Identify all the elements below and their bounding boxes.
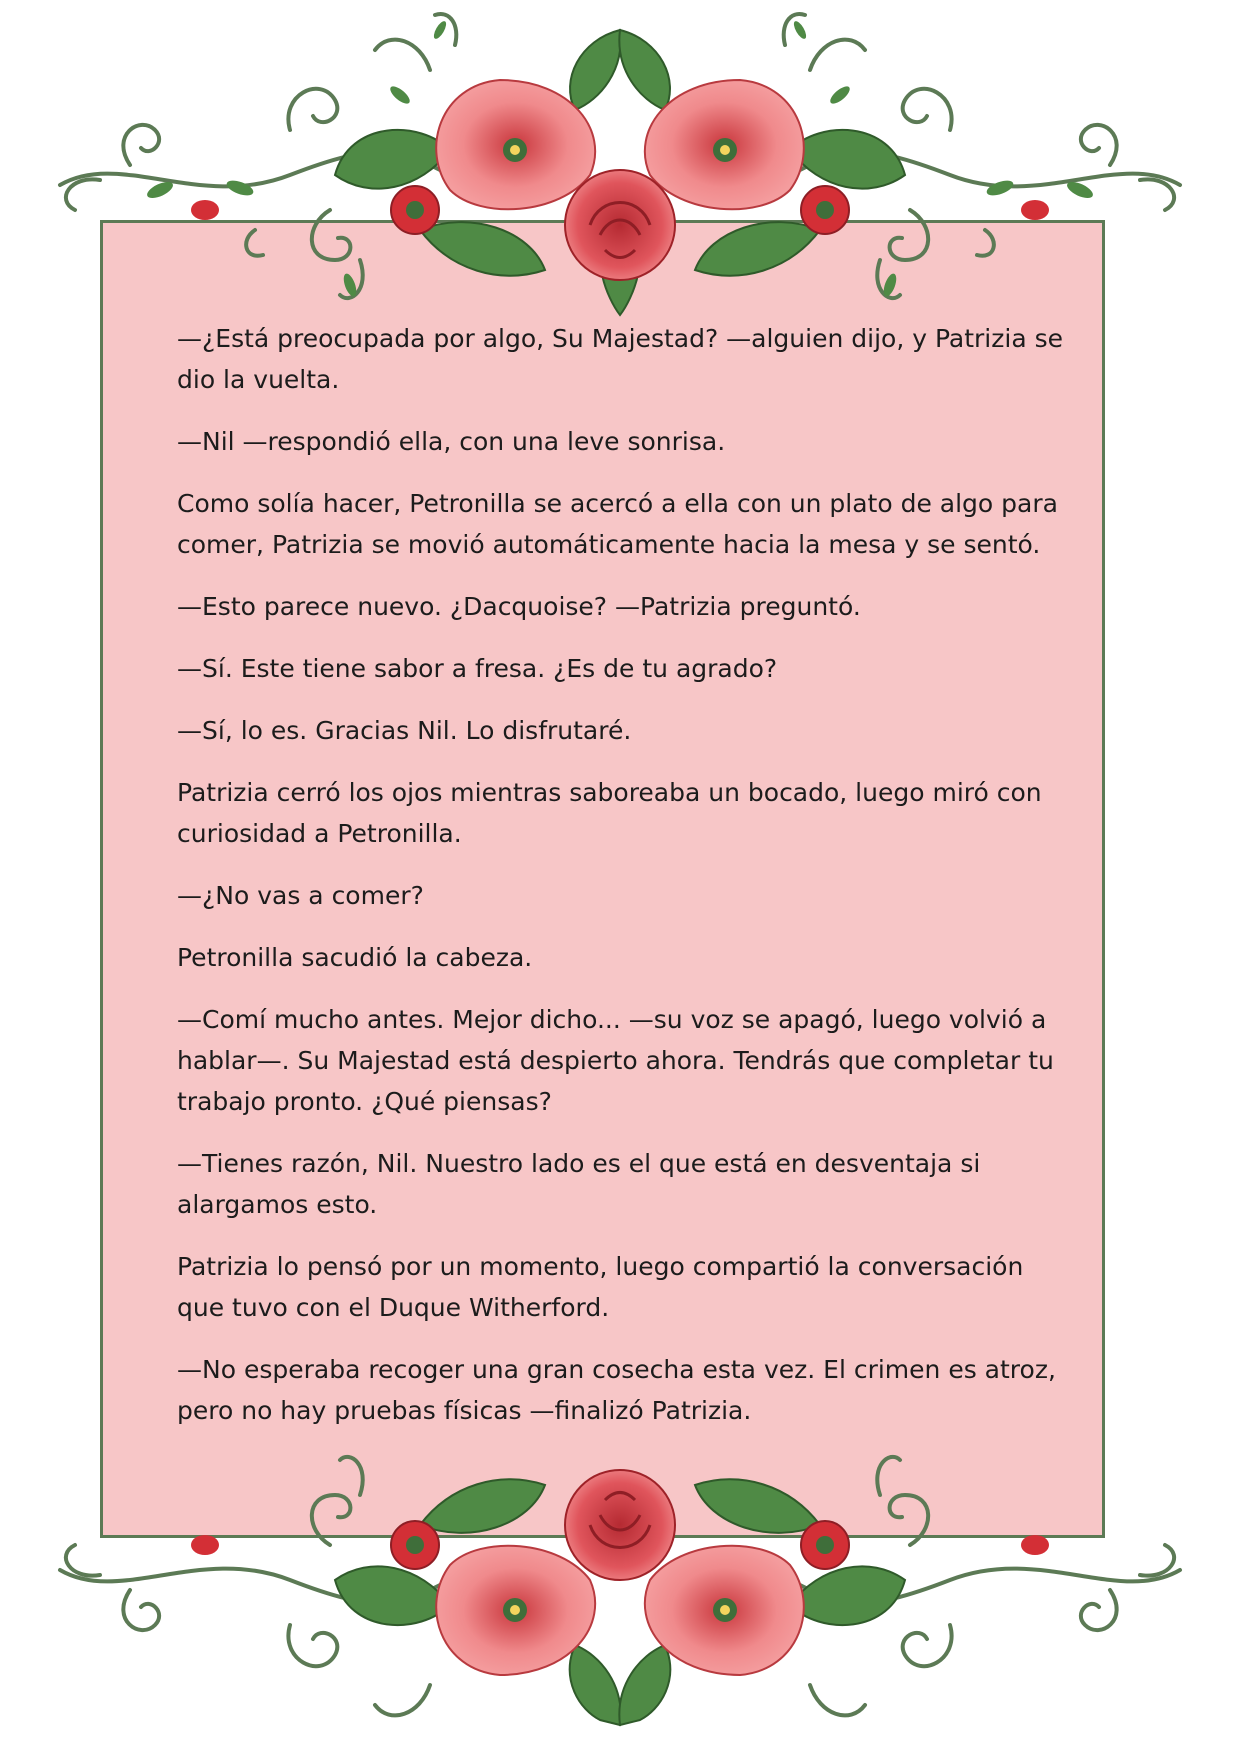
paragraph: —Esto parece nuevo. ¿Dacquoise? —Patrizia preguntó. [177,592,861,621]
paragraph: —Tienes razón, Nil. Nuestro lado es el que está en desventaja si alargamos esto. [177,1149,981,1219]
paragraph: —Comí mucho antes. Mejor dicho... —su voz se apagó, luego volvió a hablar—. Su Majestad está despierto ahora. Tendrás que completar tu trabajo pronto. ¿Qué piensas? [177,1005,1054,1116]
paragraph: —No esperaba recoger una gran cosecha esta vez. El crimen es atroz, pero no hay pruebas físicas —finalizó Patrizia. [177,1355,1056,1425]
paragraph: Patrizia lo pensó por un momento, luego compartió la conversación que tuvo con el Duque Witherford. [177,1252,1024,1322]
paragraph: —¿Está preocupada por algo, Su Majestad? —alguien dijo, y Patrizia se dio la vuelta. [177,324,1063,394]
paragraph: Como solía hacer, Petronilla se acercó a ella con un plato de algo para comer, Patrizia se movió automáticamente hacia la mesa y se sentó. [177,489,1058,559]
paragraph: —¿No vas a comer? [177,881,424,910]
paragraph: —Sí. Este tiene sabor a fresa. ¿Es de tu agrado? [177,654,778,683]
paragraph: —Nil —respondió ella, con una leve sonrisa. [177,427,726,456]
story-text [177,318,1072,1452]
paragraph: Petronilla sacudió la cabeza. [177,943,533,972]
floral-border-bottom [0,1420,1240,1754]
floral-border-top [0,0,1240,330]
paragraph: Patrizia cerró los ojos mientras saboreaba un bocado, luego miró con curiosidad a Petronilla. [177,778,1042,848]
paragraph: —Sí, lo es. Gracias Nil. Lo disfrutaré. [177,716,632,745]
